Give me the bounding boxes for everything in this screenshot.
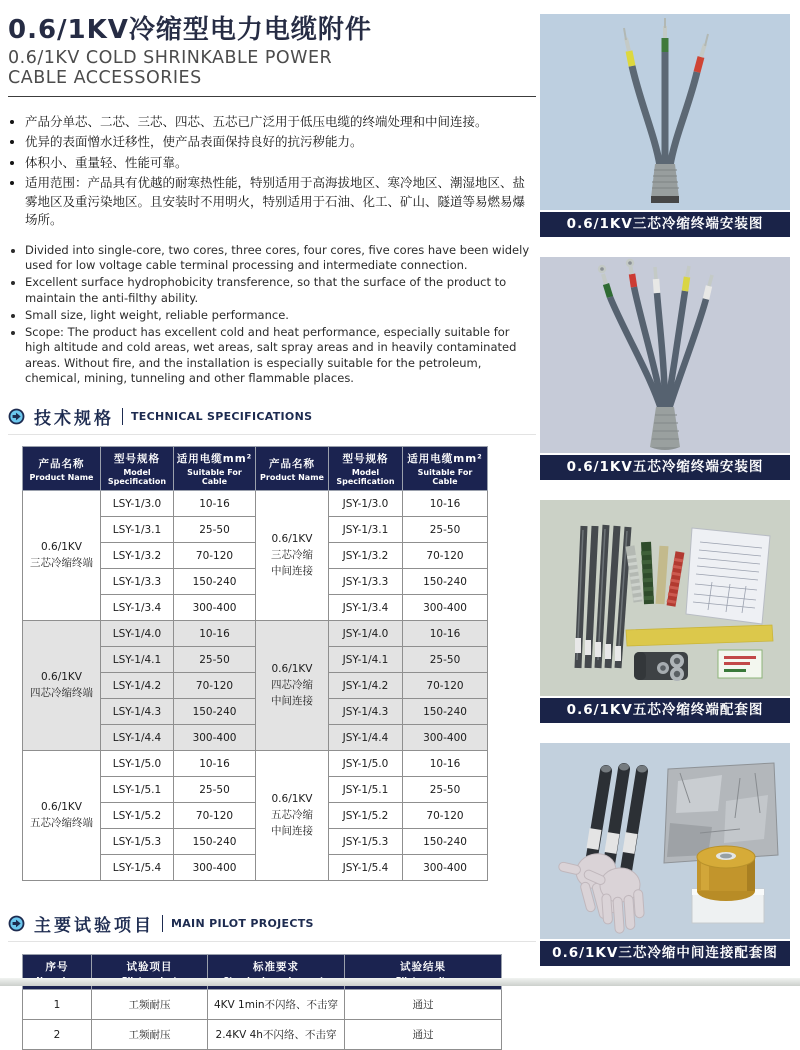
cable-range-cell: 10-16 xyxy=(403,491,488,517)
bullet-item: • Small size, light weight, reliable performance. xyxy=(25,308,536,323)
cable-range-cell: 25-50 xyxy=(174,777,256,803)
model-cell: JSY-1/5.4 xyxy=(329,855,403,881)
pilot-cell: 1 xyxy=(23,990,92,1020)
main-content-column xyxy=(8,16,536,1050)
model-cell: LSY-1/3.4 xyxy=(101,595,174,621)
model-cell: LSY-1/5.1 xyxy=(101,777,174,803)
product-name-cell xyxy=(23,491,101,621)
model-cell: JSY-1/3.4 xyxy=(329,595,403,621)
cable-range-cell: 150-240 xyxy=(174,569,256,595)
model-cell: JSY-1/3.3 xyxy=(329,569,403,595)
section-separator xyxy=(162,915,163,932)
cable-range-cell: 70-120 xyxy=(403,803,488,829)
product-name-line: 四芯冷缩 xyxy=(271,678,313,691)
three-core-terminal-photo xyxy=(540,14,790,210)
bullet-item: • 适用范围：产品具有优越的耐寒热性能，特别适用于高海拔地区、寒冷地区、潮湿地区、盐雾地区及重污染地区。且安装时不用明火，特别适用于石油、化工、矿山、隧道等易燃易爆场所。 xyxy=(25,174,536,230)
bullet-item: • 产品分单芯、二芯、三芯、四芯、五芯已广泛用于低压电缆的终端处理和中间连接。 xyxy=(25,113,536,132)
model-cell: LSY-1/5.4 xyxy=(101,855,174,881)
model-cell: LSY-1/5.2 xyxy=(101,803,174,829)
page-subtitle xyxy=(8,49,536,89)
pilot-row xyxy=(23,990,502,1020)
cable-range-cell: 70-120 xyxy=(403,543,488,569)
specs-header-row xyxy=(23,447,488,491)
model-cell: LSY-1/3.0 xyxy=(101,491,174,517)
cable-range-cell: 300-400 xyxy=(174,595,256,621)
bullet-item: • Scope: The product has excellent cold and heat performance, especially suitable for high altitude and cold areas, wet areas, salt spray areas and in heavily contaminated areas. Without fire, and the installation is especially suitable for the petroleum, chemical, mining, tunneling and other flammable places. xyxy=(25,325,536,386)
specs-col-header xyxy=(174,447,256,491)
model-cell: JSY-1/5.0 xyxy=(329,751,403,777)
cable-range-cell: 10-16 xyxy=(174,751,256,777)
cable-range-cell: 150-240 xyxy=(403,569,488,595)
page-subtitle-line: 0.6/1KV COLD SHRINKABLE POWER xyxy=(8,47,333,68)
cable-range-cell: 300-400 xyxy=(403,725,488,751)
section-title-en: MAIN PILOT PROJECTS xyxy=(171,917,314,931)
header-en: Model Specification xyxy=(107,468,167,487)
pilot-cell: 4KV 1min不闪络、不击穿 xyxy=(208,990,345,1020)
cable-range-cell: 300-400 xyxy=(174,725,256,751)
cable-range-cell: 10-16 xyxy=(403,621,488,647)
model-cell: LSY-1/4.2 xyxy=(101,673,174,699)
model-cell: JSY-1/4.4 xyxy=(329,725,403,751)
specs-col-header xyxy=(101,447,174,491)
section-arrow-icon xyxy=(8,915,25,932)
section-title-cn: 主要试验项目 xyxy=(34,916,154,937)
model-cell: JSY-1/5.1 xyxy=(329,777,403,803)
product-name-line: 三芯冷缩 xyxy=(271,548,313,561)
pilot-cell: 通过 xyxy=(345,990,502,1020)
section-arrow-icon xyxy=(8,408,25,425)
cable-base-boot xyxy=(651,164,679,203)
header-en: Product Name xyxy=(260,472,324,482)
specs-table xyxy=(22,446,488,881)
cable-range-cell: 150-240 xyxy=(174,699,256,725)
photo-caption: 0.6/1KV五芯冷缩终端配套图 xyxy=(540,698,790,723)
product-name-cell xyxy=(256,621,329,751)
section-header-pilot xyxy=(8,911,536,942)
model-cell: JSY-1/3.1 xyxy=(329,517,403,543)
gallery-figure xyxy=(540,14,790,237)
product-name-line: 中间连接 xyxy=(271,694,313,707)
cable-cross-section xyxy=(634,652,688,681)
product-name-line: 中间连接 xyxy=(271,564,313,577)
header-cn: 产品名称 xyxy=(269,457,315,470)
cable-range-cell: 70-120 xyxy=(174,673,256,699)
model-cell: JSY-1/5.3 xyxy=(329,829,403,855)
specs-col-header xyxy=(23,447,101,491)
gallery-figure xyxy=(540,257,790,480)
header-cn: 序号 xyxy=(45,961,69,974)
specs-col-header xyxy=(256,447,329,491)
pilot-cell: 通过 xyxy=(345,1020,502,1050)
product-name-line: 0.6/1KV xyxy=(271,533,313,546)
pilot-cell: 工频耐压 xyxy=(92,1020,208,1050)
bullet-item: • 体积小、重量轻、性能可靠。 xyxy=(25,154,536,173)
cable-range-cell: 70-120 xyxy=(174,543,256,569)
cable-range-cell: 25-50 xyxy=(403,777,488,803)
model-cell: LSY-1/3.1 xyxy=(101,517,174,543)
bullet-item: • Excellent surface hydrophobicity transference, so that the surface of the product to maintain the anti-filthy ability. xyxy=(25,275,536,306)
model-cell: LSY-1/3.3 xyxy=(101,569,174,595)
header-cn: 型号规格 xyxy=(342,453,389,466)
cable-range-cell: 25-50 xyxy=(403,517,488,543)
model-cell: LSY-1/3.2 xyxy=(101,543,174,569)
header-en: Suitable For Cable xyxy=(417,468,473,487)
header-en: Product Name xyxy=(29,472,94,482)
header-cn: 型号规格 xyxy=(114,453,160,466)
photo-caption: 0.6/1KV三芯冷缩中间连接配套图 xyxy=(540,941,790,966)
specs-row xyxy=(23,491,488,517)
gallery-figure xyxy=(540,500,790,723)
model-cell: JSY-1/4.0 xyxy=(329,621,403,647)
product-name-line: 三芯冷缩终端 xyxy=(30,556,93,569)
product-name-line: 0.6/1KV xyxy=(271,793,313,806)
product-name-line: 0.6/1KV xyxy=(41,541,82,554)
model-cell: JSY-1/4.1 xyxy=(329,647,403,673)
model-cell: LSY-1/5.3 xyxy=(101,829,174,855)
header-cn: 标准要求 xyxy=(253,961,299,974)
page-title: 0.6/1KV冷缩型电力电缆附件 xyxy=(8,15,372,45)
tape-roll-on-box xyxy=(692,846,764,923)
header-cn: 试验项目 xyxy=(126,961,173,974)
product-name-cell xyxy=(23,751,101,881)
photo-caption: 0.6/1KV五芯冷缩终端安装图 xyxy=(540,455,790,480)
title-divider xyxy=(8,96,536,97)
photo-caption: 0.6/1KV三芯冷缩终端安装图 xyxy=(540,212,790,237)
product-name-line: 0.6/1KV xyxy=(41,801,82,814)
cable-range-cell: 25-50 xyxy=(174,647,256,673)
specs-row xyxy=(23,621,488,647)
pilot-cell: 2.4KV 4h不闪络、不击穿 xyxy=(208,1020,345,1050)
header-cn: 适用电缆mm² xyxy=(176,453,253,466)
section-title-en: TECHNICAL SPECIFICATIONS xyxy=(131,410,313,424)
label-card xyxy=(718,650,762,678)
feature-bullets-cn xyxy=(8,113,536,230)
specs-table-body xyxy=(23,491,488,881)
gallery-figure xyxy=(540,743,790,966)
model-cell: JSY-1/4.3 xyxy=(329,699,403,725)
feature-bullets-en xyxy=(8,243,536,387)
product-name-cell xyxy=(256,491,329,621)
page-bottom-shade xyxy=(0,978,800,986)
specs-col-header xyxy=(403,447,488,491)
model-cell: JSY-1/4.2 xyxy=(329,673,403,699)
cable-range-cell: 10-16 xyxy=(174,491,256,517)
product-name-line: 四芯冷缩终端 xyxy=(30,686,93,699)
model-cell: JSY-1/3.0 xyxy=(329,491,403,517)
model-cell: LSY-1/5.0 xyxy=(101,751,174,777)
pilot-cell: 2 xyxy=(23,1020,92,1050)
cable-range-cell: 300-400 xyxy=(174,855,256,881)
cable-range-cell: 150-240 xyxy=(174,829,256,855)
cable-range-cell: 70-120 xyxy=(403,673,488,699)
five-core-terminal-photo xyxy=(540,257,790,453)
cable-range-cell: 10-16 xyxy=(174,621,256,647)
model-cell: LSY-1/4.0 xyxy=(101,621,174,647)
header-en: Suitable For Cable xyxy=(187,468,242,487)
product-name-line: 0.6/1KV xyxy=(41,671,82,684)
cable-range-cell: 10-16 xyxy=(403,751,488,777)
model-cell: LSY-1/4.1 xyxy=(101,647,174,673)
page-subtitle-line: CABLE ACCESSORIES xyxy=(8,67,202,88)
product-name-line: 0.6/1KV xyxy=(271,663,313,676)
header-cn: 试验结果 xyxy=(400,961,446,974)
model-cell: LSY-1/4.4 xyxy=(101,725,174,751)
specs-row xyxy=(23,751,488,777)
header-en: Model Specification xyxy=(336,468,395,487)
cable-range-cell: 300-400 xyxy=(403,855,488,881)
joint-kit-photo xyxy=(540,743,790,939)
instruction-sheet xyxy=(686,528,770,624)
pilot-table-body xyxy=(23,990,502,1050)
pilot-table xyxy=(22,954,502,1050)
cable-range-cell: 150-240 xyxy=(403,699,488,725)
model-cell: LSY-1/4.3 xyxy=(101,699,174,725)
product-name-line: 五芯冷缩 xyxy=(271,808,313,821)
product-name-cell xyxy=(23,621,101,751)
product-name-line: 中间连接 xyxy=(271,824,313,837)
specs-col-header xyxy=(329,447,403,491)
cable-range-cell: 70-120 xyxy=(174,803,256,829)
model-cell: JSY-1/3.2 xyxy=(329,543,403,569)
cable-range-cell: 25-50 xyxy=(174,517,256,543)
section-title-cn: 技术规格 xyxy=(34,409,114,430)
product-gallery xyxy=(540,14,790,986)
specs-table-head xyxy=(23,447,488,491)
product-name-cell xyxy=(256,751,329,881)
section-separator xyxy=(122,408,123,425)
pilot-row xyxy=(23,1020,502,1050)
section-header-specs xyxy=(8,404,536,435)
header-cn: 适用电缆mm² xyxy=(407,453,483,466)
cable-range-cell: 300-400 xyxy=(403,595,488,621)
header-cn: 产品名称 xyxy=(38,457,85,470)
five-core-kit-photo xyxy=(540,500,790,696)
product-name-line: 五芯冷缩终端 xyxy=(30,816,93,829)
model-cell: JSY-1/5.2 xyxy=(329,803,403,829)
bullet-item: • Divided into single-core, two cores, three cores, four cores, five cores have been widely used for low voltage cable terminal processing and intermediate connection. xyxy=(25,243,536,274)
bullet-item: • 优异的表面憎水迁移性，使产品表面保持良好的抗污秽能力。 xyxy=(25,133,536,152)
cable-range-cell: 25-50 xyxy=(403,647,488,673)
pilot-cell: 工频耐压 xyxy=(92,990,208,1020)
cable-range-cell: 150-240 xyxy=(403,829,488,855)
